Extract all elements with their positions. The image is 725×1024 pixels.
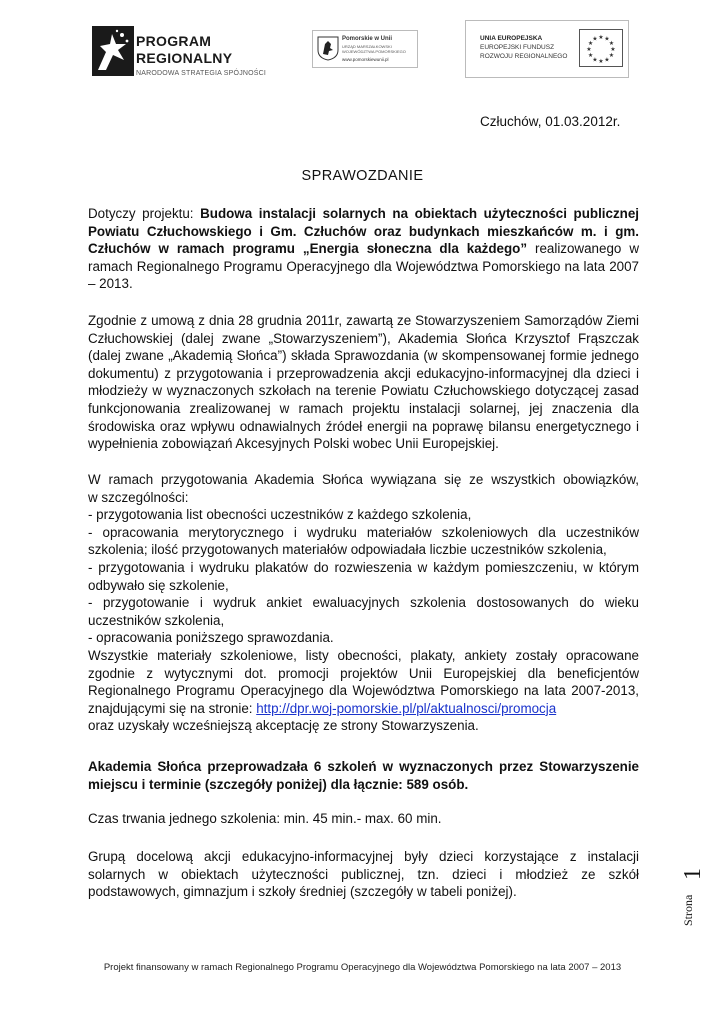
agreement-paragraph: [88, 312, 639, 453]
pomorskie-logo-line3: www.pomorskiewunii.pl: [342, 57, 389, 62]
trainings-summary: [88, 758, 639, 793]
obligations-lead1: W ramach przygotowania Akademia Słońca wywiązana się ze wszystkich obowiązków,: [88, 472, 639, 487]
training-duration-text: Czas trwania jednego szkolenia: min. 45 min.- max. 60 min.: [88, 811, 442, 826]
materials-acceptance: oraz uzyskały wcześniejszą akceptację ze strony Stowarzyszenia.: [88, 718, 479, 734]
page-footer: Projekt finansowany w ramach Regionalnego Programu Operacyjnego dla Województwa Pomorskiego na lata 2007 – 2013: [103, 962, 622, 973]
training-duration: [88, 810, 639, 828]
pomorskie-logo-line2: URZĄD MARSZAŁKOWSKI WOJEWÓDZTWA POMORSKIEGO: [342, 44, 406, 54]
griffin-crest-icon: [317, 36, 339, 61]
eu-logo-line2: EUROPEJSKI FUNDUSZ: [480, 44, 555, 51]
svg-text:★: ★: [598, 58, 604, 65]
program-logo-line1: PROGRAM: [136, 33, 212, 49]
agreement-text: Zgodnie z umową z dnia 28 grudnia 2011r, zawartą ze Stowarzyszeniem Samorządów Ziemi Człuchowskiej (dalej zwane „Stowarzyszeniem”), Akademia Słońca Krzysztof Frąszczak (dalej zwane „Akademią Słońca”) składa Sprawozdania (w skompensowanej formie jednego dokumentu) z przygotowania i przeprowadzenia akcji edukacyjno-informacyjnej dla dzieci i młodzieży w wyznaczonych szkołach na terenie Powiatu Człuchowskiego dotyczącej zasad funkcjonowania zrealizowanej w ramach projektu instalacji solarnej, jej znaczenia dla środowiska oraz wpływu odnawialnych źródeł energii na poprawę bilansu energetycznego i wypełnienia zobowiązań Akcesyjnych Polski wobec Unii Europejskiej.: [88, 313, 639, 452]
pomorskie-logo: [312, 30, 418, 68]
svg-text:★: ★: [604, 35, 610, 43]
intro-paragraph: [88, 205, 639, 293]
obligations-lead2: w szczególności:: [88, 489, 189, 505]
svg-text:★: ★: [598, 34, 604, 41]
document-title: SPRAWOZDANIE: [301, 168, 424, 184]
promotion-guidelines-link[interactable]: http://dpr.woj-pomorskie.pl/pl/aktualnosci/promocja: [256, 700, 557, 716]
intro-prefix: Dotyczy projektu:: [88, 206, 201, 221]
project-name: Budowa instalacji solarnych na obiektach użyteczności publicznej Powiatu Człuchowskiego i Gm. Człuchów oraz budynkach mieszkańców m. i gm. Człuchów w ramach programu „Energia słoneczna dla każdego”: [88, 206, 639, 257]
eu-logo-line1: UNIA EUROPEJSKA: [480, 35, 543, 42]
obligations-section: [88, 471, 639, 735]
svg-text:★: ★: [608, 40, 615, 47]
pomorskie-logo-line1: Pomorskie w Unii: [342, 36, 393, 42]
star-figure-icon: [92, 26, 134, 76]
materials-text: Wszystkie materiały szkoleniowe, listy obecności, plakaty, ankiety zostały opracowane zgodnie z wytycznymi dot. promocji projektów Unii Europejskiej dla beneficjentów Regionalnego Programu Operacyjnego dla Województwa Pomorskiego na lata 2007-2013, znajdującymi się na stronie:: [88, 647, 639, 716]
page-label-word: Strona: [681, 894, 695, 926]
svg-text:★: ★: [587, 52, 594, 59]
svg-text:★: ★: [604, 56, 610, 64]
target-group-text: Grupą docelową akcji edukacyjno-informacyjnej były dzieci korzystające z instalacji solarnych w obiektach użyteczności publicznej, tzn. dzieci i młodzież ze szkół podstawowych, gimnazjum i szkoły średniej (szczegóły w tabeli poniżej).: [88, 849, 639, 900]
eu-flag-icon: [579, 29, 623, 67]
program-logo-line3: NARODOWA STRATEGIA SPÓJNOŚCI: [136, 70, 267, 77]
program-regionalny-logo: [92, 26, 272, 82]
list-item: - opracowania merytorycznego i wydruku materiałów szkoleniowych dla uczestników szkolenia; ilość przygotowanych materiałów odpowiadała liczbie uczestników szkolenia,: [88, 524, 639, 558]
page-number-label: [672, 858, 712, 928]
trainings-summary-text: Akademia Słońca przeprowadzała 6 szkoleń w wyznaczonych przez Stowarzyszenie miejscu i terminie (szczegóły poniżej) dla łącznie: 589 osób.: [88, 759, 639, 792]
eu-fund-logo: [465, 20, 629, 78]
svg-text:★: ★: [592, 56, 598, 64]
svg-text:★: ★: [587, 40, 594, 47]
eu-logo-line3: ROZWOJU REGIONALNEGO: [480, 53, 568, 60]
document-date: Człuchów, 01.03.2012r.: [480, 114, 621, 129]
svg-text:★: ★: [586, 46, 592, 53]
list-item: - przygotowania i wydruku plakatów do rozwieszenia w każdym pomieszczeniu, w którym odbywało się szkolenie,: [88, 559, 639, 593]
materials-statement: [88, 647, 639, 717]
list-item: - przygotowanie i wydruk ankiet ewaluacyjnych szkolenia dostosowanych do wieku uczestników szkolenia,: [88, 595, 639, 628]
list-item: - opracowania poniższego sprawozdania.: [88, 630, 334, 646]
svg-text:★: ★: [608, 52, 615, 59]
target-group-paragraph: [88, 848, 639, 901]
svg-text:★: ★: [592, 35, 598, 43]
intro-suffix: realizowanego w ramach Regionalnego Programu Operacyjnego dla Województwa Pomorskiego na lata 2007 – 2013.: [88, 241, 639, 292]
page-number: 1: [680, 868, 706, 880]
svg-text:★: ★: [610, 46, 616, 53]
list-item: - przygotowania list obecności uczestników z każdego szkolenia,: [88, 507, 472, 523]
program-logo-line2: REGIONALNY: [136, 50, 233, 66]
